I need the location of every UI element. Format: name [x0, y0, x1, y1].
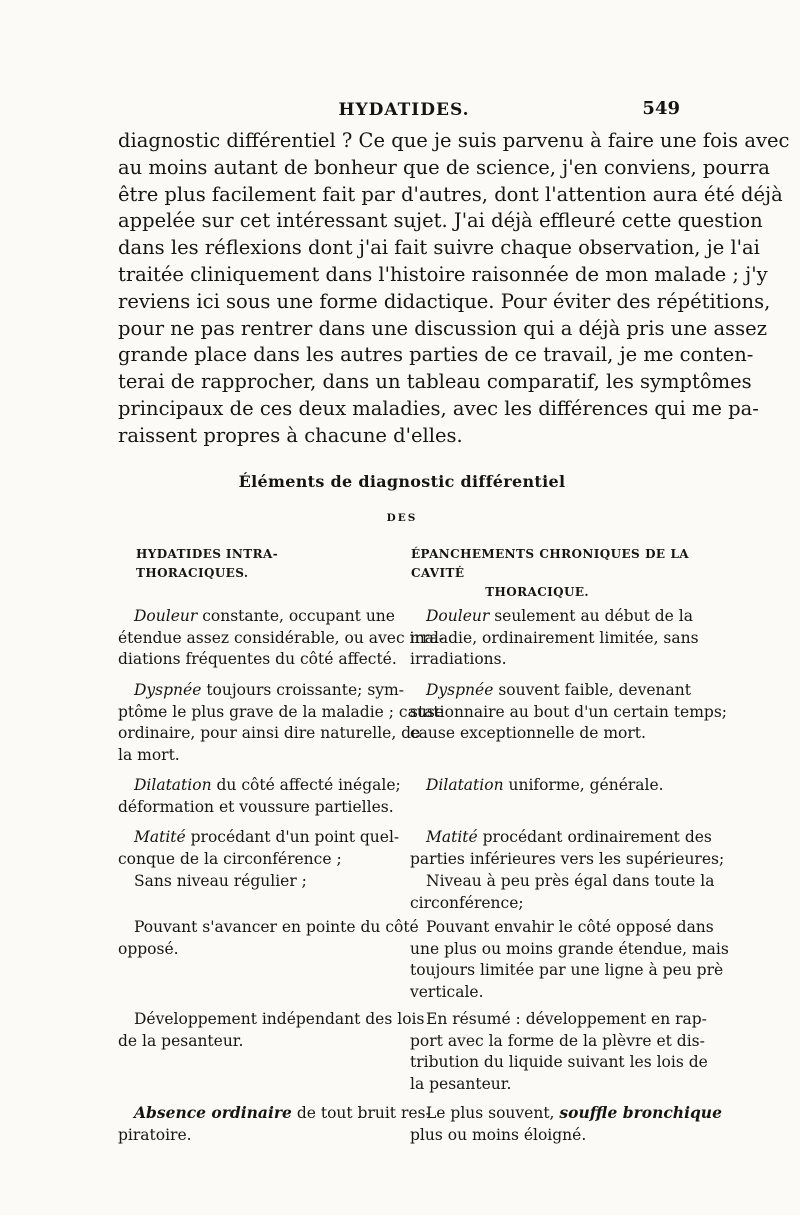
- column-heading-right-line1: ÉPANCHEMENTS CHRONIQUES DE LA CAVITÉ: [411, 547, 689, 580]
- table-cell-left: [118, 1009, 425, 1052]
- cell-text: tribution du liquide suivant les lois de: [410, 1053, 708, 1071]
- cell-keyword: Dilatation: [134, 776, 212, 794]
- cell-text: stationnaire au bout d'un certain temps;: [410, 702, 728, 721]
- cell-keyword: Absence ordinaire: [134, 1103, 292, 1122]
- cell-text: Le plus souvent,: [426, 1104, 560, 1122]
- table-cell-left: [118, 680, 444, 766]
- cell-text: étendue assez considérable, ou avec irra-: [118, 628, 444, 647]
- cell-text: la mort.: [118, 745, 180, 764]
- table-cell-left: [118, 871, 393, 893]
- cell-text: procédant ordinairement des: [477, 828, 712, 846]
- cell-keyword: souffle bronchique: [559, 1103, 722, 1122]
- cell-text: Sans niveau régulier ;: [134, 872, 307, 890]
- cell-text: ordinaire, pour ainsi dire naturelle, de: [118, 724, 421, 742]
- table-cell-left: [118, 1102, 431, 1146]
- cell-text: constante, occupant une: [197, 607, 395, 625]
- cell-keyword: Douleur: [426, 607, 490, 625]
- page-header: [118, 98, 690, 122]
- cell-text: uniforme, générale.: [503, 776, 664, 794]
- body-line: dans les réflexions dont j'ai fait suivre chaque observation, je l'ai: [118, 236, 760, 260]
- table-cell-right: [410, 775, 688, 797]
- cell-keyword: Dyspnée: [134, 681, 202, 699]
- table-cell-left: [118, 775, 401, 818]
- cell-text: piratoire.: [118, 1125, 192, 1144]
- running-title: HYDATIDES.: [338, 100, 470, 120]
- body-line: principaux de ces deux maladies, avec les différences qui me pa-: [118, 396, 759, 420]
- table-cell-right: [410, 871, 715, 914]
- body-line: appelée sur cet intéressant sujet. J'ai déjà effleuré cette question: [118, 209, 763, 233]
- cell-keyword: Douleur: [134, 607, 198, 625]
- cell-text: du côté affecté inégale;: [211, 776, 401, 794]
- cell-text: En résumé : développement en rap-: [426, 1010, 707, 1028]
- cell-text: Pouvant s'avancer en pointe du côté: [134, 918, 419, 936]
- cell-text: toujours croissante; sym-: [201, 681, 404, 699]
- body-line: grande place dans les autres parties de ce travail, je me conten-: [118, 343, 754, 367]
- table-cell-right: [410, 680, 728, 745]
- body-line: terai de rapprocher, dans un tableau comparatif, les symptômes: [118, 370, 752, 394]
- body-line: raissent propres à chacune d'elles.: [118, 423, 463, 447]
- cell-text: circonférence;: [410, 893, 524, 912]
- cell-text: port avec la forme de la plèvre et dis-: [410, 1031, 705, 1050]
- table-cell-right: [410, 1102, 722, 1146]
- table-cell-left: [118, 606, 444, 671]
- body-line: au moins autant de bonheur que de science, j'en conviens, pourra: [118, 155, 770, 179]
- cell-text: irradiations.: [410, 650, 507, 668]
- column-heading-right-line2: THORACIQUE.: [485, 585, 589, 599]
- cell-text: plus ou moins éloigné.: [410, 1125, 587, 1144]
- cell-text: souvent faible, devenant: [493, 681, 691, 699]
- table-cell-right: [410, 917, 729, 1003]
- cell-text: Développement indépendant des lois: [134, 1010, 425, 1028]
- table-subtitle-des: DES: [386, 512, 418, 524]
- cell-text: parties inférieures vers les supérieures;: [410, 849, 725, 868]
- body-line: pour ne pas rentrer dans une discussion qui a déjà pris une assez: [118, 316, 767, 340]
- cell-text: de tout bruit res-: [291, 1104, 431, 1122]
- table-cell-left: [118, 827, 400, 870]
- cell-text: Niveau à peu près égal dans toute la: [426, 872, 715, 890]
- cell-keyword: Matité: [134, 828, 186, 846]
- cell-text: toujours limitée par une ligne à peu prè: [410, 961, 724, 979]
- cell-keyword: Dyspnée: [426, 681, 494, 699]
- column-heading-right: [411, 545, 689, 602]
- cell-text: procédant d'un point quel-: [185, 828, 400, 846]
- table-cell-right: [410, 827, 725, 870]
- cell-text: déformation et voussure partielles.: [118, 797, 394, 816]
- column-heading-left: HYDATIDES INTRA-THORACIQUES.: [136, 547, 279, 580]
- page-number: 549: [642, 98, 680, 119]
- cell-text: Pouvant envahir le côté opposé dans: [426, 918, 714, 936]
- table-cell-right: [410, 606, 699, 671]
- cell-keyword: Dilatation: [426, 776, 504, 794]
- cell-text: diations fréquentes du côté affecté.: [118, 650, 397, 668]
- cell-text: opposé.: [118, 939, 179, 958]
- body-paragraph: [118, 128, 790, 450]
- cell-text: cause exceptionnelle de mort.: [410, 724, 646, 742]
- body-line: traitée cliniquement dans l'histoire raisonnée de mon malade ; j'y: [118, 262, 768, 286]
- cell-text: seulement au début de la: [489, 607, 693, 625]
- body-line: reviens ici sous une forme didactique. Pour éviter des répétitions,: [118, 289, 771, 313]
- cell-text: ptôme le plus grave de la maladie ; cause: [118, 702, 444, 721]
- cell-text: maladie, ordinairement limitée, sans: [410, 628, 699, 647]
- table-title: Éléments de diagnostic différentiel: [238, 472, 566, 491]
- cell-text: une plus ou moins grande étendue, mais: [410, 939, 729, 958]
- table-cell-right: [410, 1009, 708, 1095]
- body-line: diagnostic différentiel ? Ce que je suis parvenu à faire une fois avec: [118, 129, 790, 152]
- table-cell-left: [118, 917, 419, 960]
- body-line: être plus facilement fait par d'autres, dont l'attention aura été déjà: [118, 182, 783, 206]
- cell-text: conque de la circonférence ;: [118, 849, 342, 868]
- cell-keyword: Matité: [426, 828, 478, 846]
- cell-text: verticale.: [410, 982, 484, 1001]
- cell-text: la pesanteur.: [410, 1074, 512, 1093]
- cell-text: de la pesanteur.: [118, 1031, 244, 1050]
